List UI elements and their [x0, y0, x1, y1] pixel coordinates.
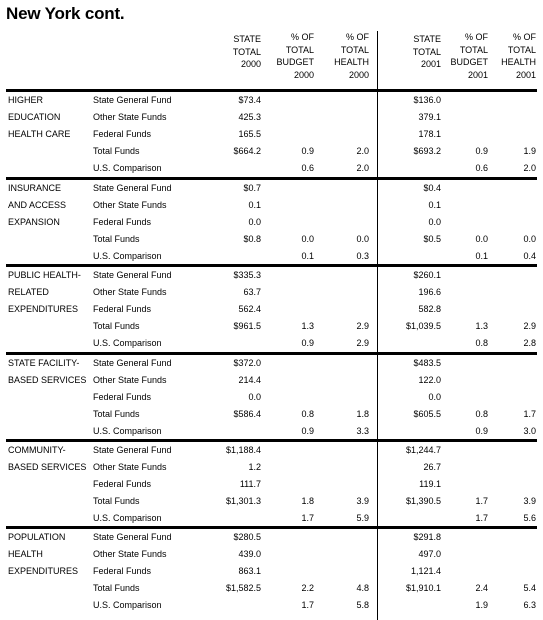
pct-budget-2001-cell: 0.8 [475, 338, 488, 348]
pct-budget-2001-cell: 1.7 [475, 496, 488, 506]
pct-health-2001-cell: 1.7 [523, 409, 536, 419]
header-line: BUDGET [450, 57, 488, 67]
pct-budget-2000-cell: 0.9 [301, 426, 314, 436]
table-row [0, 372, 543, 389]
pct-health-2000-cell: 3.9 [356, 496, 369, 506]
table-row [0, 442, 543, 459]
pct-budget-2000-cell: 0.9 [301, 338, 314, 348]
row-label-cell: U.S. Comparison [93, 163, 162, 173]
state-total-2000-cell: $0.8 [243, 234, 261, 244]
pct-health-2000-cell: 2.9 [356, 338, 369, 348]
state-total-2001-cell: $483.5 [413, 358, 441, 368]
pct-budget-2001-cell: 0.9 [475, 146, 488, 156]
pct-budget-2001-cell: 0.6 [475, 163, 488, 173]
pct-health-2000-cell: 2.0 [356, 146, 369, 156]
row-label-cell: Other State Funds [93, 200, 167, 210]
state-total-2001-cell: $1,390.5 [405, 496, 441, 506]
state-total-2000-cell: $961.5 [233, 321, 261, 331]
table-row [0, 406, 543, 423]
category-label: BASED SERVICES [8, 375, 87, 385]
row-label-cell: Federal Funds [93, 392, 152, 402]
pct-health-2001-cell: 3.0 [523, 426, 536, 436]
state-total-2000-cell: $335.3 [233, 270, 261, 280]
header-budget-2000 [276, 31, 314, 81]
state-total-2000-cell: $280.5 [233, 532, 261, 542]
row-label-cell: State General Fund [93, 532, 172, 542]
category-label: HIGHER [8, 95, 44, 105]
table-row [0, 389, 543, 406]
header-state-total-2001 [413, 33, 441, 71]
header-line: 2001 [467, 69, 488, 80]
table-row [0, 267, 543, 284]
row-label-cell: U.S. Comparison [93, 426, 162, 436]
row-label-cell: Federal Funds [93, 479, 152, 489]
category-label: COMMUNITY- [8, 445, 66, 455]
row-label-cell: U.S. Comparison [93, 513, 162, 523]
table-row [0, 160, 543, 177]
pct-budget-2001-cell: 0.1 [475, 251, 488, 261]
pct-budget-2000-cell: 0.0 [301, 234, 314, 244]
state-total-2000-cell: $1,582.5 [225, 583, 261, 593]
state-total-2000-cell: 63.7 [243, 287, 261, 297]
state-total-2000-cell: $372.0 [233, 358, 261, 368]
pct-budget-2000-cell: 0.9 [301, 146, 314, 156]
header-line: 2000 [240, 59, 261, 69]
state-total-2001-cell: 497.0 [418, 549, 441, 559]
pct-health-2000-cell: 3.3 [356, 426, 369, 436]
category-label: AND ACCESS [8, 200, 67, 210]
pct-health-2001-cell: 6.3 [523, 600, 536, 610]
row-label-cell: State General Fund [93, 445, 172, 455]
state-total-2000-cell: $664.2 [233, 146, 261, 156]
pct-budget-2001-cell: 0.0 [475, 234, 488, 244]
state-total-2001-cell: $693.2 [413, 146, 441, 156]
pct-budget-2001-cell: 0.9 [475, 426, 488, 436]
header-line: 2001 [420, 59, 441, 69]
header-line: 2000 [293, 69, 314, 80]
table-row [0, 284, 543, 301]
row-label-cell: U.S. Comparison [93, 338, 162, 348]
state-total-2001-cell: $291.8 [413, 532, 441, 542]
header-budget-2001 [450, 31, 488, 81]
table-row [0, 126, 543, 143]
pct-budget-2000-cell: 1.3 [301, 321, 314, 331]
category-label: POPULATION [8, 532, 66, 542]
state-total-2001-cell: 178.1 [418, 129, 441, 139]
pct-health-2001-cell: 1.9 [523, 146, 536, 156]
table-row [0, 231, 543, 248]
pct-budget-2000-cell: 0.8 [301, 409, 314, 419]
state-total-2001-cell: 122.0 [418, 375, 441, 385]
state-total-2001-cell: 582.8 [418, 304, 441, 314]
category-label: BASED SERVICES [8, 462, 87, 472]
state-total-2000-cell: 0.1 [248, 200, 261, 210]
row-label-cell: Total Funds [93, 146, 140, 156]
state-total-2000-cell: 165.5 [238, 129, 261, 139]
row-label-cell: Other State Funds [93, 375, 167, 385]
state-total-2000-cell: 1.2 [248, 462, 261, 472]
state-total-2001-cell: $1,244.7 [405, 445, 441, 455]
state-total-2001-cell: $605.5 [413, 409, 441, 419]
table-row [0, 546, 543, 563]
table-row [0, 355, 543, 372]
pct-budget-2001-cell: 0.8 [475, 409, 488, 419]
row-label-cell: U.S. Comparison [93, 600, 162, 610]
row-label-cell: Total Funds [93, 496, 140, 506]
row-label-cell: Total Funds [93, 234, 140, 244]
pct-health-2000-cell: 1.8 [356, 409, 369, 419]
header-line: TOTAL [340, 44, 369, 55]
row-label-cell: Total Funds [93, 321, 140, 331]
header-line: % OF [512, 32, 536, 42]
header-line: STATE [413, 34, 441, 44]
state-total-2000-cell: $1,188.4 [225, 445, 261, 455]
pct-health-2000-cell: 5.8 [356, 600, 369, 610]
state-total-2001-cell: 0.0 [428, 217, 441, 227]
header-line: TOTAL [232, 46, 261, 57]
table-row [0, 529, 543, 546]
pct-budget-2000-cell: 2.2 [301, 583, 314, 593]
row-label-cell: Other State Funds [93, 287, 167, 297]
header-state-total-2000 [233, 33, 261, 71]
category-label: HEALTH CARE [8, 129, 71, 139]
row-label-cell: State General Fund [93, 183, 172, 193]
header-line: % OF [290, 32, 314, 42]
header-line: TOTAL [459, 44, 488, 55]
page-title: New York cont. [6, 4, 125, 23]
header-line: TOTAL [507, 44, 536, 55]
table-row [0, 180, 543, 197]
state-total-2001-cell: $260.1 [413, 270, 441, 280]
category-label: EDUCATION [8, 112, 61, 122]
pct-budget-2000-cell: 0.1 [301, 251, 314, 261]
pct-health-2001-cell: 0.4 [523, 251, 536, 261]
state-total-2001-cell: $1,039.5 [405, 321, 441, 331]
table-row [0, 301, 543, 318]
pct-health-2000-cell: 2.0 [356, 163, 369, 173]
state-total-2001-cell: 1,121.4 [410, 566, 441, 576]
table-row [0, 197, 543, 214]
row-label-cell: Federal Funds [93, 304, 152, 314]
table-row [0, 318, 543, 335]
table-row [0, 109, 543, 126]
pct-budget-2001-cell: 1.9 [475, 600, 488, 610]
pct-budget-2000-cell: 0.6 [301, 163, 314, 173]
table-row [0, 510, 543, 527]
state-total-2000-cell: $1,301.3 [225, 496, 261, 506]
category-label: PUBLIC HEALTH- [8, 270, 81, 280]
category-label: EXPENDITURES [8, 566, 79, 576]
row-label-cell: Total Funds [93, 409, 140, 419]
table-row [0, 143, 543, 160]
row-label-cell: State General Fund [93, 95, 172, 105]
row-label-cell: Federal Funds [93, 566, 152, 576]
row-label-cell: Federal Funds [93, 129, 152, 139]
table-row [0, 580, 543, 597]
row-label-cell: Other State Funds [93, 112, 167, 122]
pct-budget-2000-cell: 1.7 [301, 513, 314, 523]
pct-health-2000-cell: 2.9 [356, 321, 369, 331]
pct-health-2000-cell: 0.3 [356, 251, 369, 261]
row-label-cell: Other State Funds [93, 549, 167, 559]
state-total-2001-cell: $0.4 [423, 183, 441, 193]
category-label: RELATED [8, 287, 49, 297]
table-row [0, 335, 543, 352]
table-row [0, 248, 543, 265]
pct-budget-2001-cell: 2.4 [475, 583, 488, 593]
pct-health-2001-cell: 2.0 [523, 163, 536, 173]
state-total-2001-cell: 379.1 [418, 112, 441, 122]
header-line: TOTAL [285, 44, 314, 55]
state-total-2000-cell: 111.7 [239, 479, 261, 489]
pct-health-2001-cell: 0.0 [523, 234, 536, 244]
row-label-cell: Other State Funds [93, 462, 167, 472]
pct-health-2001-cell: 2.8 [523, 338, 536, 348]
row-label-cell: Total Funds [93, 583, 140, 593]
pct-health-2000-cell: 0.0 [356, 234, 369, 244]
header-line: HEALTH [501, 57, 536, 67]
state-total-2000-cell: 0.0 [248, 217, 261, 227]
header-line: 2001 [515, 69, 536, 80]
category-label: HEALTH [8, 549, 43, 559]
state-total-2000-cell: $586.4 [233, 409, 261, 419]
state-total-2000-cell: 863.1 [238, 566, 261, 576]
state-total-2001-cell: 196.6 [418, 287, 441, 297]
table-row [0, 459, 543, 476]
table-row [0, 214, 543, 231]
state-total-2000-cell: $0.7 [243, 183, 261, 193]
pct-budget-2000-cell: 1.8 [301, 496, 314, 506]
pct-budget-2001-cell: 1.7 [475, 513, 488, 523]
header-line: 2000 [348, 69, 369, 80]
state-total-2000-cell: 214.4 [238, 375, 261, 385]
state-total-2001-cell: 119.1 [419, 479, 441, 489]
table-row [0, 92, 543, 109]
table-row [0, 563, 543, 580]
state-total-2000-cell: 439.0 [238, 549, 261, 559]
category-label: EXPENDITURES [8, 304, 79, 314]
pct-health-2000-cell: 4.8 [356, 583, 369, 593]
row-label-cell: State General Fund [93, 358, 172, 368]
category-label: INSURANCE [8, 183, 62, 193]
state-total-2001-cell: $136.0 [413, 95, 441, 105]
state-total-2001-cell: $1,910.1 [405, 583, 441, 593]
header-line: TOTAL [412, 46, 441, 57]
pct-budget-2000-cell: 1.7 [301, 600, 314, 610]
row-label-cell: U.S. Comparison [93, 251, 162, 261]
table-row [0, 476, 543, 493]
state-total-2000-cell: $73.4 [238, 95, 261, 105]
header-line: % OF [464, 32, 488, 42]
table-row [0, 493, 543, 510]
header-line: % OF [345, 32, 369, 42]
state-total-2000-cell: 425.3 [238, 112, 261, 122]
state-total-2001-cell: 26.7 [423, 462, 441, 472]
header-health-2000 [334, 31, 369, 81]
pct-health-2000-cell: 5.9 [356, 513, 369, 523]
header-line: STATE [233, 34, 261, 44]
state-total-2000-cell: 562.4 [238, 304, 261, 314]
row-label-cell: Federal Funds [93, 217, 152, 227]
category-label: EXPANSION [8, 217, 60, 227]
pct-health-2001-cell: 5.4 [523, 583, 536, 593]
table-row [0, 597, 543, 614]
state-total-2001-cell: 0.1 [428, 200, 441, 210]
header-line: BUDGET [276, 57, 314, 67]
header-health-2001 [501, 31, 536, 81]
pct-budget-2001-cell: 1.3 [475, 321, 488, 331]
pct-health-2001-cell: 3.9 [523, 496, 536, 506]
row-label-cell: State General Fund [93, 270, 172, 280]
pct-health-2001-cell: 2.9 [523, 321, 536, 331]
header-line: HEALTH [334, 57, 369, 67]
state-total-2000-cell: 0.0 [248, 392, 261, 402]
category-label: STATE FACILITY- [8, 358, 80, 368]
table-row [0, 423, 543, 440]
pct-health-2001-cell: 5.6 [523, 513, 536, 523]
state-total-2001-cell: 0.0 [428, 392, 441, 402]
state-total-2001-cell: $0.5 [423, 234, 441, 244]
